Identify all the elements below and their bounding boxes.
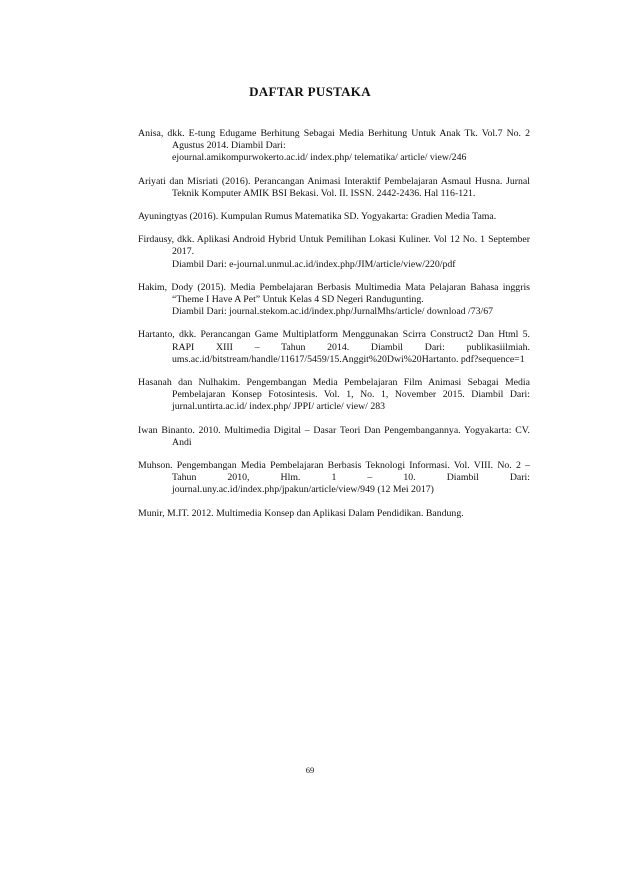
- page-title: DAFTAR PUSTAKA: [249, 84, 371, 99]
- reference-text: Muhson. Pengembangan Media Pembelajaran Berbasis Teknologi Informasi. Vol. VIII. No. 2 – Tahun 2010, Hlm. 1 – 10. Diambil Dari: journal.uny.ac.id/index.php/jpakun/article/view/949 (12 Mei 2017): [138, 460, 530, 496]
- reference-text: Hakim, Dody (2015). Media Pembelajaran Berbasis Multimedia Mata Pelajaran Bahasa inggris “Theme I Have A Pet” Untuk Kelas 4 SD Negeri Randugunting.: [138, 281, 530, 306]
- reference-entry: [138, 460, 530, 497]
- reference-entry: [138, 329, 530, 366]
- reference-text: Iwan Binanto. 2010. Multimedia Digital – Dasar Teori Dan Pengembangannya. Yogyakarta: CV. Andi: [138, 424, 530, 448]
- reference-entry: [138, 508, 530, 520]
- reference-text: Munir, M.IT. 2012. Multimedia Konsep dan Aplikasi Dalam Pendidikan. Bandung.: [138, 507, 464, 519]
- reference-list: [138, 128, 530, 531]
- reference-entry: [138, 425, 530, 449]
- reference-text: Anisa, dkk. E-tung Edugame Berhitung Sebagai Media Berhitung Untuk Anak Tk. Vol.7 No. 2 Agustus 2014. Diambil Dari:: [138, 128, 530, 152]
- reference-text: Ariyati dan Misriati (2016). Perancangan Animasi Interaktif Pembelajaran Asmaul Husna. Jurnal Teknik Komputer AMIK BSI Bekasi. Vol. II. ISSN. 2442-2436. Hal 116-121.: [138, 175, 530, 199]
- reference-text: Ayuningtyas (2016). Kumpulan Rumus Matematika SD. Yogyakarta: Gradien Media Tama.: [138, 211, 497, 223]
- reference-continuation: Diambil Dari: e-journal.unmul.ac.id/index.php/JIM/article/view/220/pdf: [172, 258, 456, 270]
- reference-entry: [138, 176, 530, 200]
- reference-entry: [138, 377, 530, 414]
- reference-entry: [138, 211, 530, 223]
- reference-continuation: Diambil Dari: journal.stekom.ac.id/index.php/JurnalMhs/article/ download /73/67: [172, 306, 494, 318]
- reference-entry: [138, 282, 530, 319]
- reference-continuation: ejournal.amikompurwokerto.ac.id/ index.php/ telematika/ article/ view/246: [172, 152, 467, 164]
- reference-text: Firdausy, dkk. Aplikasi Android Hybrid Untuk Pemilihan Lokasi Kuliner. Vol 12 No. 1 September 2017.: [138, 234, 530, 258]
- reference-entry: [138, 128, 530, 165]
- reference-entry: [138, 234, 530, 271]
- page-number: 69: [305, 765, 315, 775]
- reference-text: Hasanah dan Nulhakim. Pengembangan Media Pembelajaran Film Animasi Sebagai Media Pembelajaran Konsep Fotosintesis. Vol. 1, No. 1, November 2015. Diambil Dari: jurnal.untirta.ac.id/ index.php/ JPPI/ article/ view/ 283: [138, 377, 530, 413]
- reference-text: Hartanto, dkk. Perancangan Game Multiplatform Menggunakan Scirra Construct2 Dan Html 5. RAPI XIII – Tahun 2014. Diambil Dari: publikasiilmiah. ums.ac.id/bitstream/handle/11617/5459/15.Anggit%20Dwi%20Hartanto. pdf?sequence=1: [138, 329, 530, 365]
